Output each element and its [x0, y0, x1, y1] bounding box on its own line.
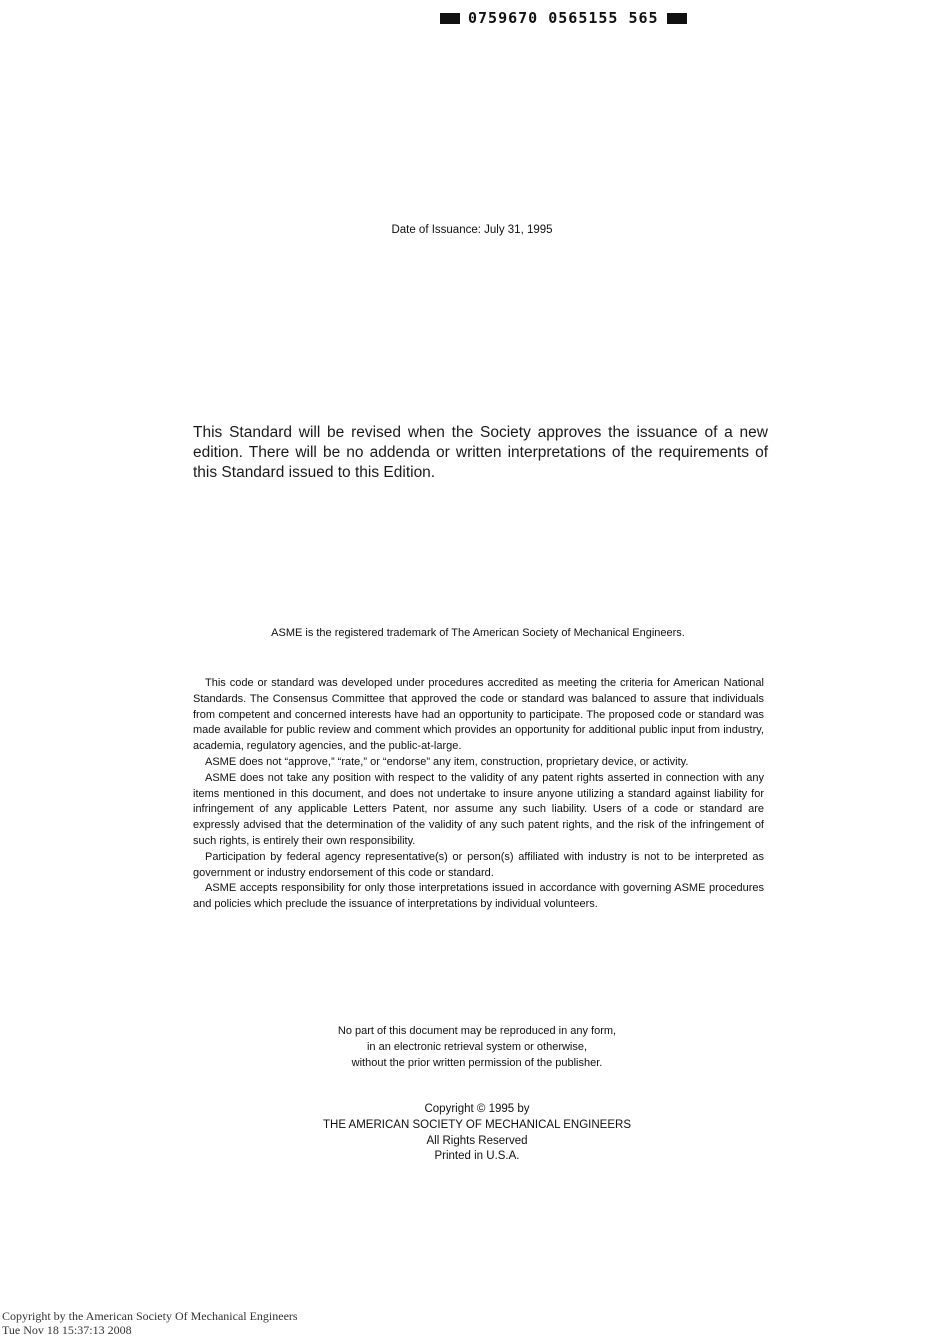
copyright-line: Printed in U.S.A.: [434, 1150, 520, 1163]
reproduction-notice: [0, 1023, 950, 1071]
reproduction-line: in an electronic retrieval system or otherwise,: [366, 1041, 588, 1053]
legal-paragraph-accreditation: This code or standard was developed under procedures accredited as meeting the criteria for American National Standards. The Consensus Committee that approved the code or standard was balanced to assure that individuals from competent and concerned interests have had an opportunity to participate. The proposed code or standard was made available for public review and comment which provides an opportunity for additional public input from industry, academia, regulatory agencies, and the public-at-large.: [193, 677, 764, 753]
copyright-line: THE AMERICAN SOCIETY OF MECHANICAL ENGINEERS: [323, 1118, 631, 1131]
copyright-line: All Rights Reserved: [426, 1134, 528, 1147]
footer-copyright: Copyright by the American Society Of Mechanical Engineers: [2, 1309, 298, 1323]
legal-paragraph-patent: ASME does not take any position with respect to the validity of any patent rights asserted in connection with any items mentioned in this document, and does not undertake to insure anyone utilizing a standard against liability for infringement of any applicable Letters Patent, nor assume any such liability. Users of a code or standard are expressly advised that the determination of the validity of any such patent rights, and the risk of the infringement of such rights, is entirely their own responsibility.: [193, 771, 764, 847]
reproduction-line: without the prior written permission of the publisher.: [351, 1057, 603, 1069]
legal-notice: [193, 676, 764, 913]
date-of-issuance: Date of Issuance: July 31, 1995: [391, 224, 553, 236]
black-bar-right: [667, 13, 687, 24]
legal-paragraph-interpretations: ASME accepts responsibility for only those interpretations issued in accordance with governing ASME procedures and policies which preclude the issuance of interpretations by individual volunteers.: [193, 882, 764, 911]
black-bar-left: [440, 13, 460, 24]
reproduction-line: No part of this document may be reproduced in any form,: [337, 1025, 617, 1037]
revision-notice: This Standard will be revised when the Society approves the issuance of a new edition. There will be no addenda or written interpretations of the requirements of this Standard issued to this Edition.: [193, 424, 768, 481]
footer-timestamp: Tue Nov 18 15:37:13 2008: [2, 1323, 132, 1337]
copyright-line: Copyright © 1995 by: [424, 1103, 530, 1115]
document-code: 0759670 0565155 565: [468, 9, 659, 27]
copyright-block: [0, 1102, 950, 1165]
trademark-notice: ASME is the registered trademark of The American Society of Mechanical Engineers.: [271, 627, 685, 639]
watermark-footer: [2, 1309, 298, 1337]
legal-paragraph-approval: ASME does not “approve,” “rate,” or “endorse” any item, construction, proprietary device, or activity.: [205, 755, 689, 768]
document-code-header: [440, 8, 730, 28]
legal-paragraph-participation: Participation by federal agency representative(s) or person(s) affiliated with industry is not to be interpreted as government or industry endorsement of this code or standard.: [193, 850, 764, 879]
